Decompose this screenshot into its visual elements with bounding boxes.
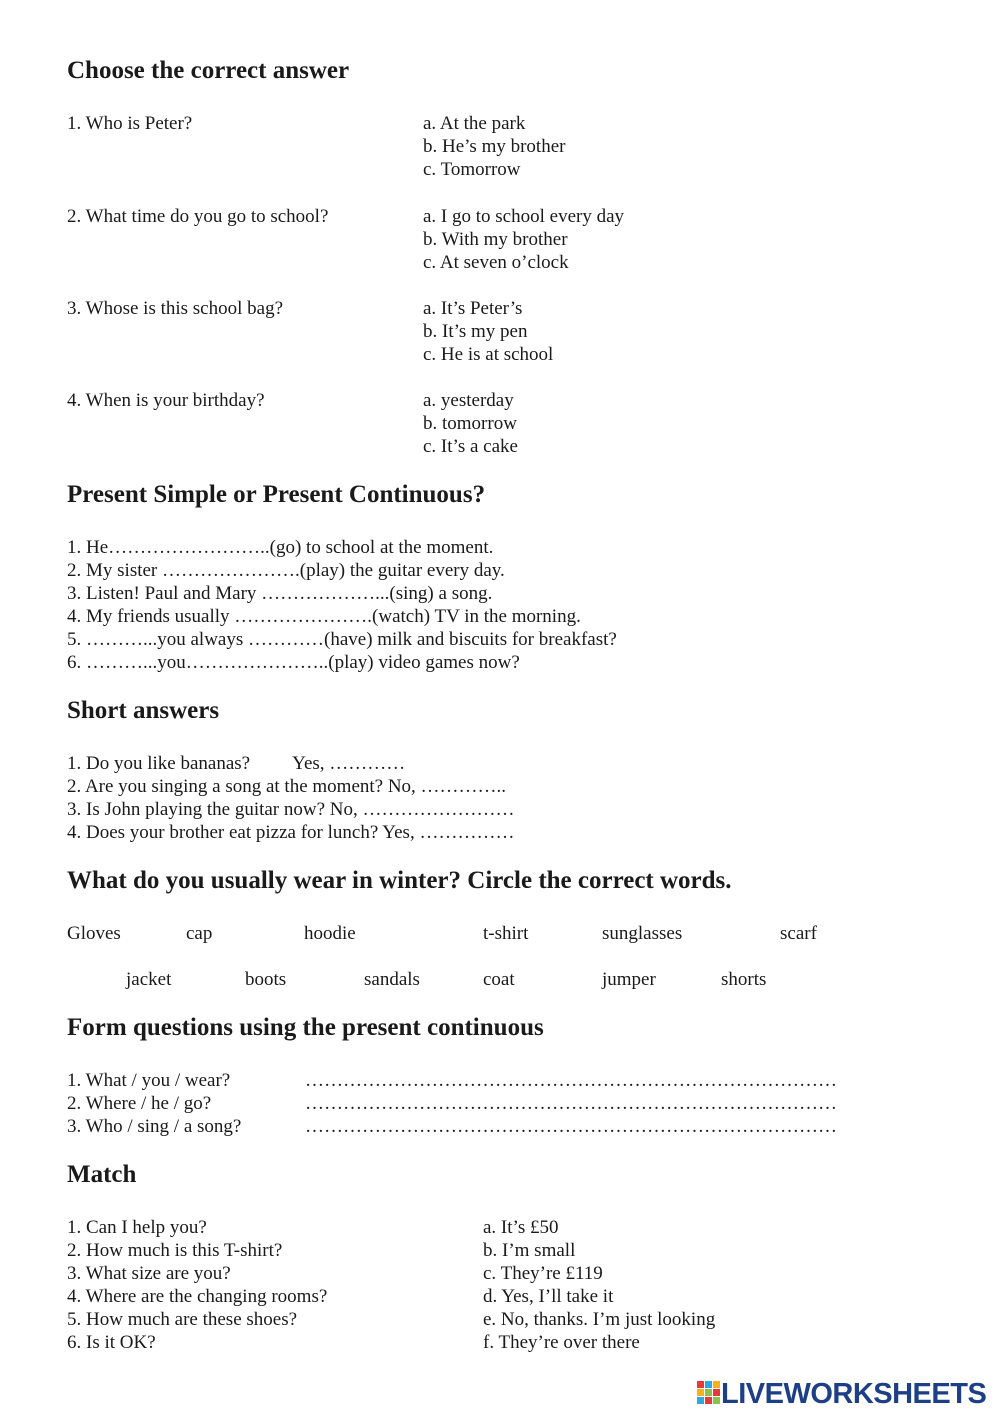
word-jacket[interactable]: jacket [126,969,172,990]
word-jumper[interactable]: jumper [602,969,656,990]
choose-option-4a[interactable]: a. yesterday [423,390,514,411]
match-right-c[interactable]: c. They’re £119 [483,1263,603,1284]
choose-option-1b[interactable]: b. He’s my brother [423,136,566,157]
word-t-shirt[interactable]: t-shirt [483,923,529,944]
word-gloves[interactable]: Gloves [67,923,121,944]
choose-option-2b[interactable]: b. With my brother [423,229,568,250]
match-right-f[interactable]: f. They’re over there [483,1332,640,1353]
form-answer-3[interactable]: ………………………………………………………………………… [305,1116,837,1137]
short-item-4[interactable]: 4. Does your brother eat pizza for lunch? Yes, …………… [67,822,515,843]
section-title-match: Match [67,1161,137,1188]
liveworksheets-logo-icon [697,1381,721,1407]
match-right-d[interactable]: d. Yes, I’ll take it [483,1286,614,1307]
word-cap[interactable]: cap [186,923,213,944]
word-sandals[interactable]: sandals [364,969,420,990]
match-left-5[interactable]: 5. How much are these shoes? [67,1309,298,1330]
present-item-6[interactable]: 6. ………...you…………………..(play) video games now? [67,652,520,673]
section-title-present: Present Simple or Present Continuous? [67,481,486,508]
choose-question-1: 1. Who is Peter? [67,113,193,134]
short-item-2[interactable]: 2. Are you singing a song at the moment? No, ………….. [67,776,507,797]
match-right-a[interactable]: a. It’s £50 [483,1217,559,1238]
word-sunglasses[interactable]: sunglasses [602,923,683,944]
choose-option-3a[interactable]: a. It’s Peter’s [423,298,523,319]
choose-option-1c[interactable]: c. Tomorrow [423,159,521,180]
liveworksheets-logo-text: LIVEWORKSHEETS [721,1377,987,1410]
word-scarf[interactable]: scarf [780,923,817,944]
word-hoodie[interactable]: hoodie [304,923,356,944]
match-left-3[interactable]: 3. What size are you? [67,1263,231,1284]
choose-option-4b[interactable]: b. tomorrow [423,413,517,434]
short-item-1[interactable]: 1. Do you like bananas? Yes, ………… [67,753,406,774]
choose-option-3c[interactable]: c. He is at school [423,344,554,365]
match-left-6[interactable]: 6. Is it OK? [67,1332,156,1353]
choose-option-2a[interactable]: a. I go to school every day [423,206,625,227]
choose-option-4c[interactable]: c. It’s a cake [423,436,518,457]
present-item-2[interactable]: 2. My sister ………………….(play) the guitar every day. [67,560,505,581]
match-left-2[interactable]: 2. How much is this T-shirt? [67,1240,283,1261]
present-item-5[interactable]: 5. ………...you always …………(have) milk and biscuits for breakfast? [67,629,617,650]
choose-question-3: 3. Whose is this school bag? [67,298,284,319]
word-boots[interactable]: boots [245,969,287,990]
short-item-3[interactable]: 3. Is John playing the guitar now? No, …………………… [67,799,515,820]
choose-question-2: 2. What time do you go to school? [67,206,329,227]
choose-question-4: 4. When is your birthday? [67,390,265,411]
choose-option-3b[interactable]: b. It’s my pen [423,321,528,342]
choose-option-2c[interactable]: c. At seven o’clock [423,252,569,273]
match-right-e[interactable]: e. No, thanks. I’m just looking [483,1309,716,1330]
match-left-1[interactable]: 1. Can I help you? [67,1217,207,1238]
match-right-b[interactable]: b. I’m small [483,1240,576,1261]
choose-option-1a[interactable]: a. At the park [423,113,526,134]
section-title-form: Form questions using the present continuous [67,1014,544,1041]
match-left-4[interactable]: 4. Where are the changing rooms? [67,1286,328,1307]
present-item-4[interactable]: 4. My friends usually ………………….(watch) TV in the morning. [67,606,581,627]
form-question-1: 1. What / you / wear? [67,1070,231,1091]
form-question-3: 3. Who / sing / a song? [67,1116,242,1137]
liveworksheets-logo [697,1378,986,1410]
word-shorts[interactable]: shorts [721,969,767,990]
section-title-winter: What do you usually wear in winter? Circle the correct words. [67,867,732,894]
present-item-3[interactable]: 3. Listen! Paul and Mary ………………...(sing) a song. [67,583,493,604]
form-question-2: 2. Where / he / go? [67,1093,212,1114]
present-item-1[interactable]: 1. He……………………..(go) to school at the moment. [67,537,494,558]
form-answer-2[interactable]: ………………………………………………………………………… [305,1093,837,1114]
section-title-short: Short answers [67,697,220,724]
form-answer-1[interactable]: ………………………………………………………………………… [305,1070,837,1091]
word-coat[interactable]: coat [483,969,515,990]
section-title-choose: Choose the correct answer [67,57,350,84]
